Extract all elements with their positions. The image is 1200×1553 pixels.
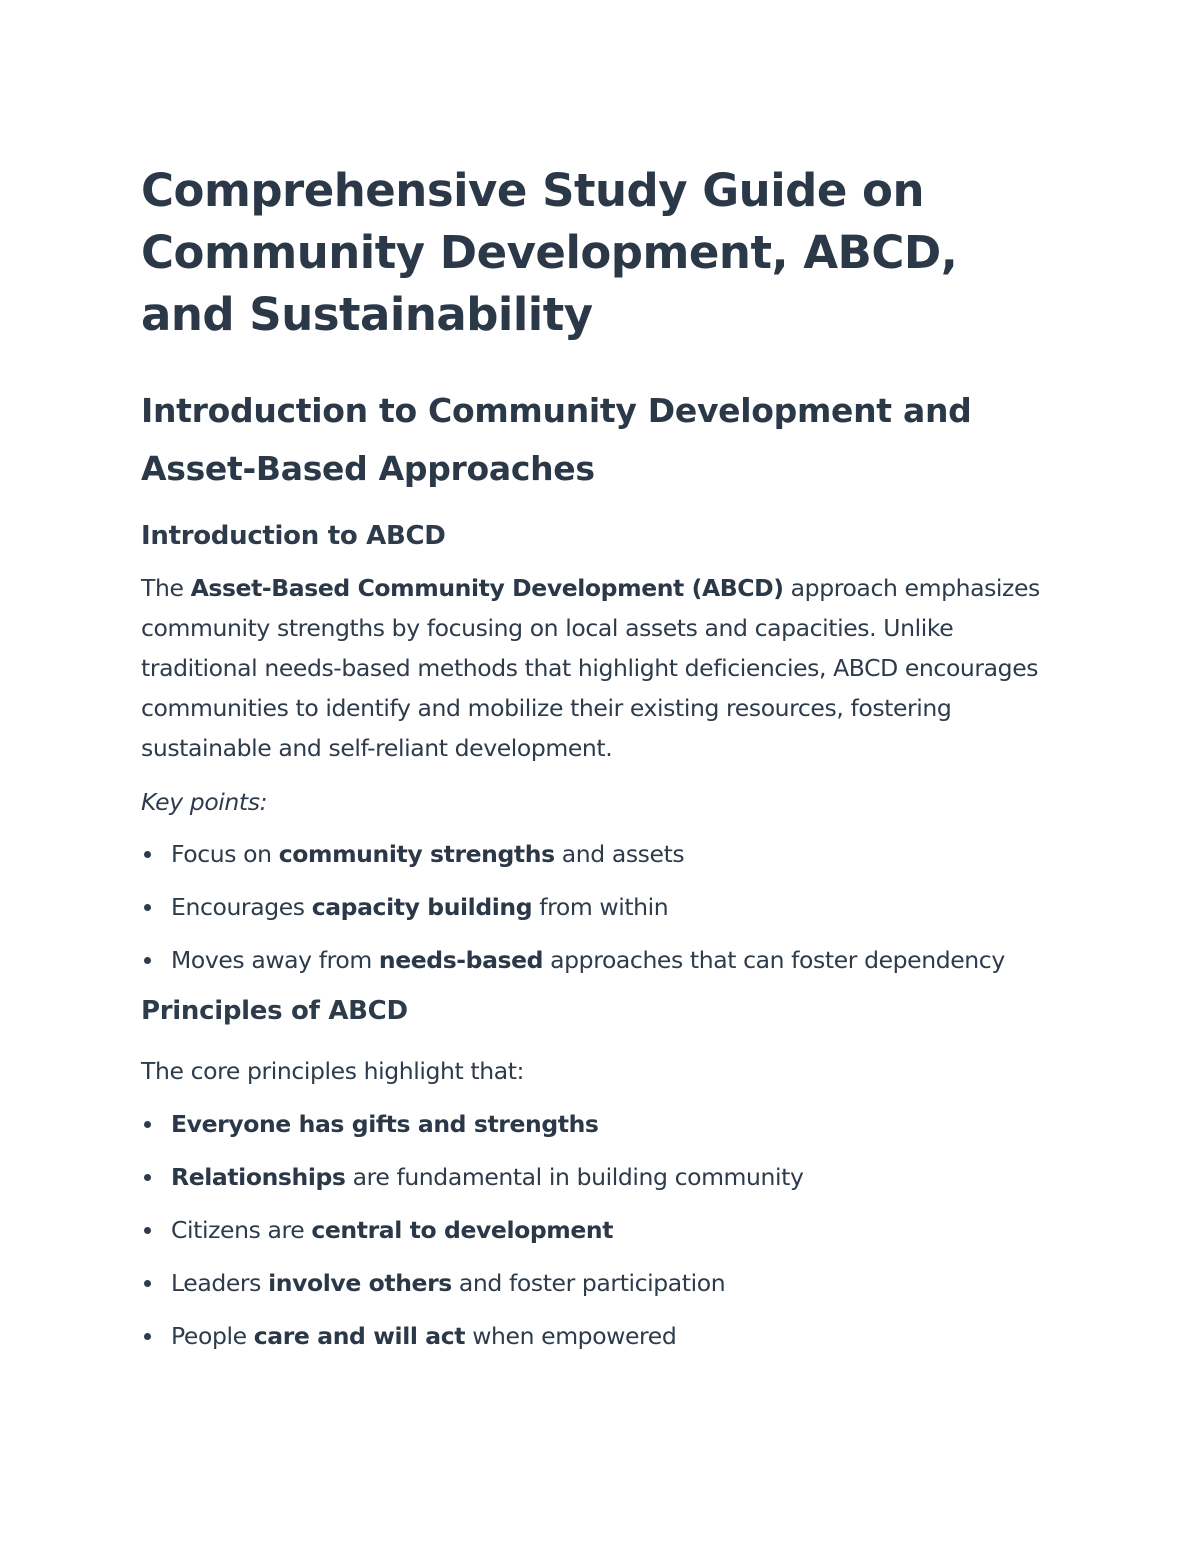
section-heading: Introduction to Community Development and Asset-Based Approaches — [141, 391, 972, 488]
list-item: Everyone has gifts and strengths — [141, 1104, 1061, 1144]
key-points-list — [141, 834, 1061, 980]
key-points-label: Key points: — [141, 788, 268, 816]
abcd-intro-paragraph — [141, 568, 1061, 768]
paragraph-text: The — [141, 574, 191, 602]
subsection-heading-principles: Principles of ABCD — [141, 996, 408, 1026]
list-item: Moves away from needs-based approaches that can foster dependency — [141, 940, 1061, 980]
subsection-heading-abcd-intro: Introduction to ABCD — [141, 521, 446, 551]
paragraph-bold-term: Asset-Based Community Development (ABCD) — [190, 574, 784, 602]
list-item: Focus on community strengths and assets — [141, 834, 1061, 874]
list-item: Citizens are central to development — [141, 1210, 1061, 1250]
list-item: People care and will act when empowered — [141, 1316, 1061, 1356]
principles-list — [141, 1104, 1061, 1356]
document-title: Comprehensive Study Guide on Community Development, ABCD, and Sustainability — [141, 164, 958, 341]
list-item: Encourages capacity building from within — [141, 887, 1061, 927]
list-item: Leaders involve others and foster participation — [141, 1263, 1061, 1303]
list-item: Relationships are fundamental in building community — [141, 1157, 1061, 1197]
document-page — [141, 160, 1061, 1369]
paragraph-text: approach emphasizes community strengths by focusing on local assets and capacities. Unlike traditional needs-based methods that highlight deficiencies, ABCD encourages communities to identify and mobilize their existing resources, fostering sustainable and self-reliant development. — [141, 574, 1040, 762]
principles-intro-text: The core principles highlight that: — [141, 1057, 525, 1085]
